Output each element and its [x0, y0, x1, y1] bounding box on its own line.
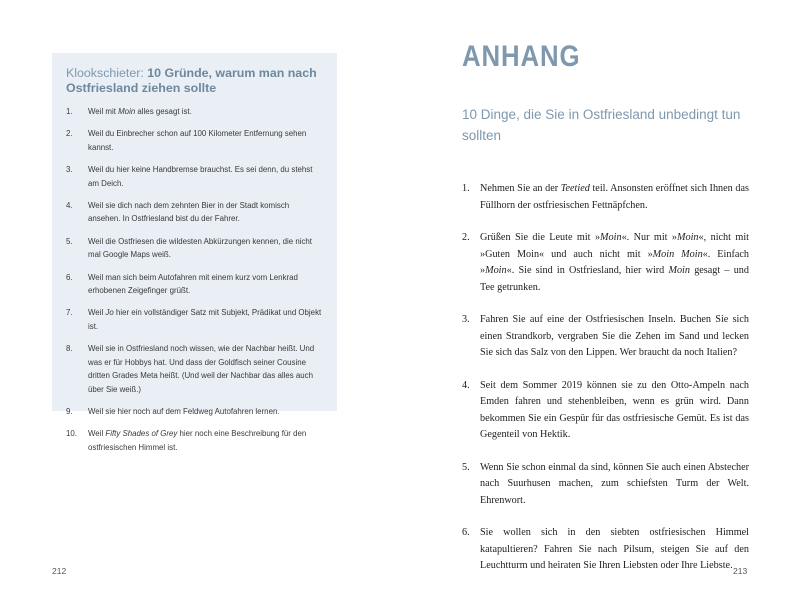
- list-item-text: «, nicht mit »Guten Moin« und auch nicht mit »: [480, 232, 749, 260]
- list-item: [66, 199, 323, 226]
- list-item-text: Weil die Ostfriesen die wildesten Abkürzungen kennen, die nicht mal Google Maps weiß.: [88, 236, 312, 260]
- list-item-number: 2.: [66, 129, 73, 139]
- list-item: [66, 271, 323, 298]
- list-item-emphasis: Moin: [677, 232, 699, 243]
- list-item-number: 8.: [66, 344, 73, 354]
- list-item: [66, 105, 323, 118]
- list-item-number: 3.: [66, 165, 73, 175]
- section-heading: ANHANG: [462, 40, 581, 73]
- list-item-number: 5.: [462, 461, 470, 473]
- list-item-emphasis: Moin: [668, 265, 690, 276]
- list-item-text: Wenn Sie schon einmal da sind, können Sie auch einen Abstecher nach Suurhusen machen, zum schiefsten Turm der Welt. Ehrenwort.: [480, 461, 749, 506]
- list-item-text: «. Nur mit »: [621, 232, 678, 243]
- list-item-text: Weil man sich beim Autofahren mit einem kurz vom Lenkrad erhobenen Zeigefinger grüßt.: [88, 272, 298, 296]
- list-item-number: 10.: [66, 429, 77, 439]
- list-item-text: hier ein vollständiger Satz mit Subjekt, Prädikat und Objekt ist.: [88, 308, 322, 331]
- list-item-text: Sie wollen sich in den siebten ostfriesischen Himmel katapultieren? Fahren Sie nach Pilsum, steigen Sie auf den Leuchtturm und heiraten Sie Ihren Liebsten oder Ihre Liebste.: [480, 527, 749, 571]
- list-item-text: Weil: [88, 429, 106, 439]
- list-item: [66, 235, 323, 262]
- list-item-text: Weil sie dich nach dem zehnten Bier in der Stadt komisch ansehen. In Ostfriesland bist du der Fahrer.: [88, 201, 290, 224]
- list-item: [462, 230, 749, 296]
- list-item-emphasis: Moin: [600, 232, 622, 243]
- page-number-right: 213: [733, 566, 748, 576]
- list-item: [462, 525, 749, 575]
- list-item-text: «. Einfach »: [480, 248, 749, 276]
- list-item: [66, 427, 323, 454]
- list-item-number: 6.: [66, 272, 73, 282]
- list-item-emphasis: Moin: [485, 265, 507, 276]
- things-to-do-list: [462, 181, 749, 591]
- list-item-text: alles gesagt ist.: [135, 107, 192, 116]
- list-item: [66, 342, 323, 396]
- list-item: [462, 460, 749, 510]
- list-item-text: Weil sie in Ostfriesland noch wissen, wie der Nachbar heißt. Und was er für Hobbys hat. Und dass der Goldfisch seiner Cousine dritten Grades Meta heißt. (Und weil der Nachbar das alles auch über Sie weiß.): [88, 344, 315, 394]
- list-item: [462, 312, 749, 362]
- list-item-text: Seit dem Sommer 2019 können sie zu den Otto-Ampeln nach Emden fahren und stehenbleiben, wenn es grün wird. Dann bekommen Sie ein Gespür für das ostfriesische Gemüt. Es ist das Gegenteil von Hektik.: [480, 379, 749, 440]
- list-item-number: 1.: [66, 107, 73, 116]
- list-item-text: Weil mit: [88, 107, 119, 116]
- list-item: [66, 405, 323, 418]
- list-item-emphasis: Teetied: [560, 183, 590, 194]
- list-item: [66, 306, 323, 333]
- list-item-number: 4.: [462, 379, 470, 391]
- list-item-emphasis: Moin Moin: [652, 248, 703, 260]
- info-box-title: [66, 66, 323, 96]
- list-item: [462, 181, 749, 214]
- list-item-text: «. Sie sind in Ostfriesland, hier wird: [506, 265, 669, 276]
- list-item-text: Weil sie hier noch auf dem Feldweg Autofahren lernen.: [88, 406, 280, 416]
- list-item-number: 1.: [462, 183, 470, 194]
- list-item-text: Fahren Sie auf eine der Ostfriesischen Inseln. Buchen Sie sich einen Strandkorb, vergraben Sie die Zehen im Sand und lecken Sie sich das Salz von den Lippen. Wer braucht da noch Italien?: [480, 314, 749, 358]
- list-item-number: 3.: [462, 314, 470, 325]
- list-item-text: Weil du hier keine Handbremse brauchst. Es sei denn, du stehst am Deich.: [88, 165, 313, 188]
- info-box: [52, 53, 337, 452]
- list-item: [66, 163, 323, 190]
- info-box-title-strong: 10 Gründe, warum man nach Ostfriesland ziehen sollte: [66, 66, 317, 95]
- right-page: [400, 0, 800, 600]
- list-item-emphasis: Jo: [105, 308, 114, 318]
- list-item-text: gesagt – und Tee getrunken.: [480, 265, 749, 293]
- list-item-text: Grüßen Sie die Leute mit »: [480, 232, 601, 243]
- info-box-title-prefix: Klookschieter:: [66, 66, 148, 80]
- list-item-text: hier noch eine Beschreibung für den ostfriesischen Himmel ist.: [88, 429, 307, 452]
- list-item-number: 5.: [66, 236, 73, 246]
- list-item: [66, 127, 323, 154]
- list-item-emphasis: Moin: [118, 107, 136, 116]
- list-item-text: Weil du Einbrecher schon auf 100 Kilometer Entfernung sehen kannst.: [88, 129, 307, 152]
- reasons-list: [66, 105, 323, 454]
- list-item-number: 7.: [66, 308, 73, 318]
- list-item-number: 4.: [66, 201, 73, 211]
- list-item-number: 2.: [462, 232, 470, 243]
- list-item-text: Weil: [88, 308, 106, 318]
- list-item-number: 6.: [462, 527, 470, 538]
- list-item-emphasis: Fifty Shades of Grey: [105, 429, 178, 439]
- list-item: [462, 378, 749, 444]
- list-item-number: 9.: [66, 406, 73, 416]
- section-subheading: 10 Dinge, die Sie in Ostfriesland unbedingt tun sollten: [462, 107, 741, 143]
- list-item-text: Nehmen Sie an der: [480, 183, 561, 194]
- page-number-left: 212: [52, 566, 67, 576]
- list-item-text: teil. Ansonsten eröffnet sich Ihnen das Füllhorn der ostfriesischen Fettnäpfchen.: [480, 183, 749, 211]
